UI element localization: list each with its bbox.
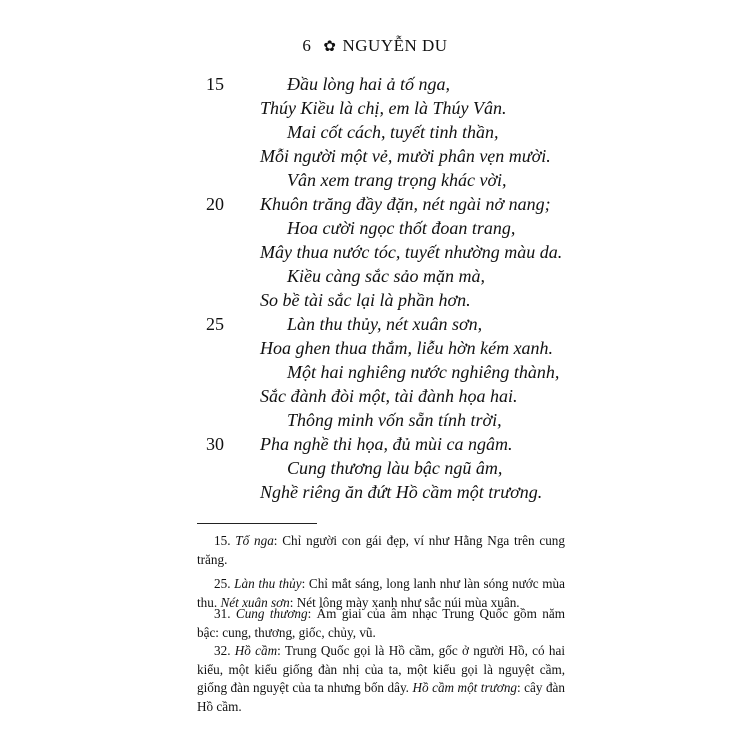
verse-line: Thúy Kiều là chị, em là Thúy Vân.	[260, 98, 507, 118]
flower-ornament-icon: ✿	[323, 39, 337, 55]
line-number-30: 30	[206, 434, 224, 454]
author-name: NGUYỄN DU	[342, 36, 448, 55]
verse-line: Hoa cười ngọc thốt đoan trang,	[287, 218, 516, 238]
footnote-number: 31.	[214, 606, 231, 621]
verse-line: Vân xem trang trọng khác vời,	[287, 170, 507, 190]
verse-line: Một hai nghiêng nước nghiêng thành,	[287, 362, 560, 382]
verse-line: Làn thu thủy, nét xuân sơn,	[287, 314, 483, 334]
verse-line: Cung thương làu bậc ngũ âm,	[287, 458, 503, 478]
verse-line: Đầu lòng hai ả tố nga,	[287, 74, 451, 94]
verse-line: Pha nghề thi họa, đủ mùi ca ngâm.	[260, 434, 513, 454]
footnote-divider	[197, 523, 317, 524]
footnote-text: : Chỉ mắt sáng, long lanh như làn sóng nước mùa thu.	[197, 576, 566, 610]
footnote-31	[197, 605, 565, 642]
page-number: 6	[302, 36, 312, 55]
footnote-number: 25.	[214, 576, 231, 591]
footnote-32	[197, 642, 565, 716]
line-number-15: 15	[206, 74, 224, 94]
verse-line: Sắc đành đòi một, tài đành họa hai.	[260, 386, 518, 406]
verse-line: Kiều càng sắc sảo mặn mà,	[287, 266, 485, 286]
footnote-text: : Chỉ người con gái đẹp, ví như Hằng Nga trên cung trăng.	[197, 533, 565, 567]
footnote-term: Làn thu thủy	[234, 576, 302, 591]
footnote-text: : Âm giai của âm nhạc Trung Quốc gồm năm bậc: cung, thương, giốc, chủy, vũ.	[197, 606, 566, 640]
verse-line: Mỗi người một vẻ, mười phân vẹn mười.	[260, 146, 551, 166]
footnote-text: : Trung Quốc gọi là Hồ cầm, gốc ở người Hồ, có hai kiểu, một kiểu giống đàn nhị của ta, một kiểu gọi là nguyệt cầm, giống đàn nguyệt của ta nhưng bốn dây.	[197, 643, 566, 696]
verse-line: Hoa ghen thua thắm, liễu hờn kém xanh.	[260, 338, 554, 358]
verse-line: Mây thua nước tóc, tuyết nhường màu da.	[260, 242, 563, 262]
footnote-text: : Nét lông mày xanh như sắc núi mùa xuân.	[289, 594, 520, 610]
verse-line: Khuôn trăng đầy đặn, nét ngài nở nang;	[260, 194, 551, 214]
footnote-text: : cây đàn Hồ cầm.	[197, 680, 566, 714]
footnote-term: Hồ cầm	[234, 643, 278, 658]
verse-line: So bề tài sắc lại là phần hơn.	[260, 290, 471, 310]
footnote-number: 32.	[214, 643, 231, 658]
footnote-number: 15.	[214, 533, 231, 548]
verse-line: Nghề riêng ăn đứt Hồ cầm một trương.	[260, 482, 543, 502]
footnote-term: Hồ cầm một trương	[412, 680, 518, 696]
footnote-15	[197, 532, 565, 569]
footnote-term: Nét xuân sơn	[220, 594, 290, 610]
verse-line: Mai cốt cách, tuyết tinh thần,	[287, 122, 499, 142]
line-number-20: 20	[206, 194, 224, 214]
line-number-25: 25	[206, 314, 224, 334]
footnote-term: Tố nga	[235, 533, 274, 548]
footnote-term: Cung thương	[235, 606, 308, 621]
verse-line: Thông minh vốn sẵn tính trời,	[287, 410, 502, 430]
